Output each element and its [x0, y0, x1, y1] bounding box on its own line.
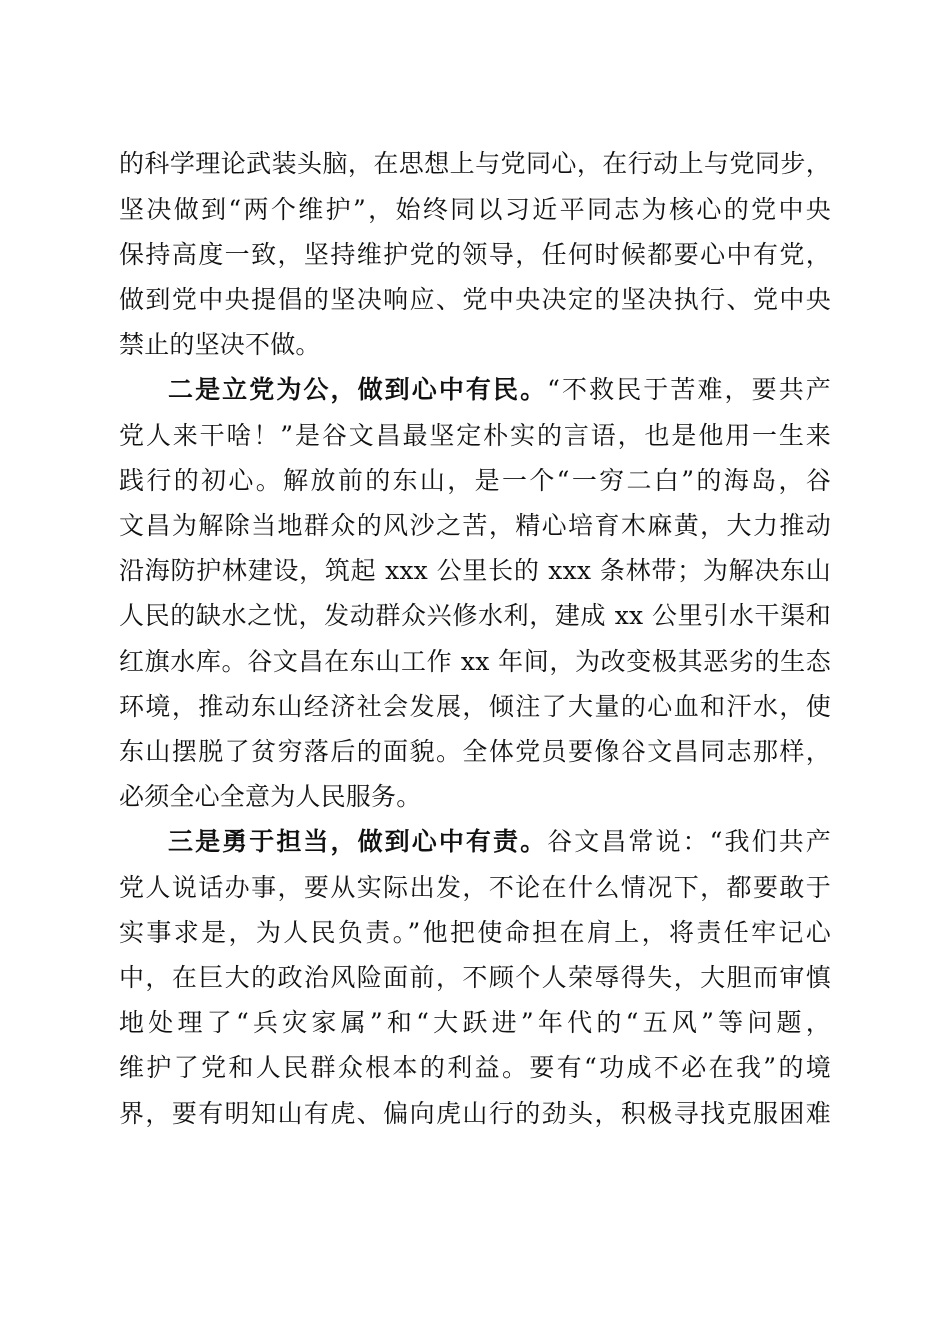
paragraph-2-heading: 二是立党为公，做到心中有民。: [168, 375, 548, 404]
paragraph-3-line-7: 界，要有明知山有虎、偏向虎山行的劲头，积极寻找克服困难: [119, 1099, 831, 1128]
paragraph-2-line-2: 党人来干啥！”是谷文昌最坚定朴实的言语，也是他用一生来: [119, 421, 831, 450]
paragraph-3-line-1: [168, 819, 831, 865]
paragraph-3-line-6: 维护了党和人民群众根本的利益。要有“功成不必在我”的境: [119, 1053, 831, 1082]
paragraph-1-line-4: 做到党中央提倡的坚决响应、党中央决定的坚决执行、党中央: [119, 285, 831, 314]
paragraph-1-line-1: 的科学理论武装头脑，在思想上与党同心，在行动上与党同步，: [119, 149, 831, 178]
paragraph-2-line-5: 沿海防护林建设，筑起 xxx 公里长的 xxx 条林带；为解决东山: [119, 556, 831, 585]
paragraph-3-line-3: 实事求是，为人民负责。”他把使命担在肩上，将责任牢记心: [119, 918, 831, 947]
paragraph-2-line-7: 红旗水库。谷文昌在东山工作 xx 年间，为改变极其恶劣的生态: [119, 647, 831, 676]
paragraph-2-first-line-rest: “不救民于苦难，要共产: [547, 375, 831, 404]
paragraph-3-first-line-rest: 谷文昌常说：“我们共产: [547, 827, 831, 856]
paragraph-2-line-8: 环境，推动东山经济社会发展，倾注了大量的心血和汗水，使: [119, 692, 831, 721]
paragraph-3-line-5: 地处理了“兵灾家属”和“大跃进”年代的“五风”等问题，: [119, 1008, 831, 1037]
paragraph-3-heading: 三是勇于担当，做到心中有责。: [168, 827, 548, 856]
paragraph-3-line-4: 中，在巨大的政治风险面前，不顾个人荣辱得失，大胆而审慎: [119, 963, 831, 992]
paragraph-1-line-3: 保持高度一致，坚持维护党的领导，任何时候都要心中有党，: [119, 240, 831, 269]
paragraph-2-line-10: 必须全心全意为人民服务。: [119, 782, 422, 811]
paragraph-2-line-4: 文昌为解除当地群众的风沙之苦，精心培育木麻黄，大力推动: [119, 511, 831, 540]
paragraph-2-line-9: 东山摆脱了贫穷落后的面貌。全体党员要像谷文昌同志那样，: [119, 737, 831, 766]
paragraph-2-line-3: 践行的初心。解放前的东山，是一个“一穷二白”的海岛，谷: [119, 466, 831, 495]
paragraph-2-line-6: 人民的缺水之忧，发动群众兴修水利，建成 xx 公里引水干渠和: [119, 601, 831, 630]
paragraph-1-line-2: 坚决做到“两个维护”，始终同以习近平同志为核心的党中央: [119, 195, 831, 224]
paragraph-1-line-5: 禁止的坚决不做。: [119, 330, 321, 359]
paragraph-3-line-2: 党人说话办事，要从实际出发，不论在什么情况下，都要敢于: [119, 873, 831, 902]
paragraph-2-line-1: [168, 367, 831, 413]
